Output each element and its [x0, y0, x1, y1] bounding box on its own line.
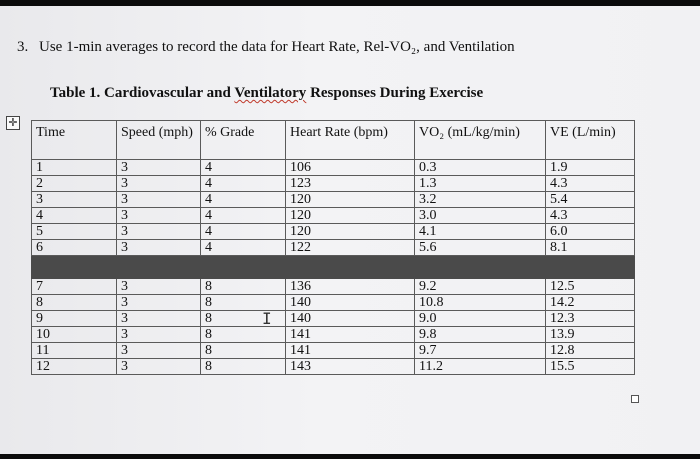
cell-ve[interactable]: 6.0	[546, 224, 635, 240]
separator-cell	[546, 256, 635, 279]
cell-speed[interactable]: 3	[117, 295, 201, 311]
cell-time[interactable]: 10	[32, 327, 117, 343]
cell-heart-rate[interactable]: 136	[286, 279, 415, 295]
table-row	[32, 311, 635, 327]
cell-grade[interactable]: 8	[201, 311, 286, 327]
separator-cell	[415, 256, 546, 279]
cell-heart-rate[interactable]: 140	[286, 311, 415, 327]
cell-speed[interactable]: 3	[117, 160, 201, 176]
table-row	[32, 295, 635, 311]
cell-grade[interactable]: 8	[201, 359, 286, 375]
cell-time[interactable]: 12	[32, 359, 117, 375]
cell-vo2[interactable]: 3.0	[415, 208, 546, 224]
cell-grade[interactable]: 8	[201, 343, 286, 359]
cell-time[interactable]: 5	[32, 224, 117, 240]
table-title-prefix: Table 1. Cardiovascular and	[50, 85, 235, 101]
instruction-line	[17, 39, 515, 56]
instruction-number: 3.	[17, 39, 29, 55]
cell-time[interactable]: 11	[32, 343, 117, 359]
cell-vo2[interactable]: 11.2	[415, 359, 546, 375]
cell-speed[interactable]: 3	[117, 176, 201, 192]
table-row	[32, 279, 635, 295]
cell-ve[interactable]: 12.5	[546, 279, 635, 295]
cell-grade[interactable]: 4	[201, 160, 286, 176]
cell-speed[interactable]: 3	[117, 279, 201, 295]
separator-cell	[32, 256, 117, 279]
cell-heart-rate[interactable]: 143	[286, 359, 415, 375]
header-time[interactable]: Time	[32, 121, 117, 160]
cell-vo2[interactable]: 3.2	[415, 192, 546, 208]
table-move-handle-icon[interactable]: ✛	[6, 116, 20, 130]
cell-grade[interactable]: 4	[201, 192, 286, 208]
cell-speed[interactable]: 3	[117, 327, 201, 343]
cell-ve[interactable]: 4.3	[546, 208, 635, 224]
cell-time[interactable]: 2	[32, 176, 117, 192]
header-speed[interactable]: Speed (mph)	[117, 121, 201, 160]
header-heart-rate[interactable]: Heart Rate (bpm)	[286, 121, 415, 160]
cell-grade[interactable]: 4	[201, 240, 286, 256]
table-row	[32, 208, 635, 224]
table-row	[32, 359, 635, 375]
cell-ve[interactable]: 12.3	[546, 311, 635, 327]
cell-ve[interactable]: 5.4	[546, 192, 635, 208]
cell-ve[interactable]: 14.2	[546, 295, 635, 311]
text-cursor-icon: I	[262, 309, 272, 328]
cell-vo2[interactable]: 4.1	[415, 224, 546, 240]
table-header-row	[32, 121, 635, 160]
cell-vo2[interactable]: 9.0	[415, 311, 546, 327]
table-title	[50, 85, 483, 102]
cell-ve[interactable]: 1.9	[546, 160, 635, 176]
cell-heart-rate[interactable]: 106	[286, 160, 415, 176]
cell-vo2[interactable]: 9.2	[415, 279, 546, 295]
table-title-misspelled-word[interactable]: Ventilatory	[234, 85, 307, 101]
table-row	[32, 240, 635, 256]
cell-heart-rate[interactable]: 141	[286, 327, 415, 343]
cell-grade[interactable]: 4	[201, 224, 286, 240]
table-title-suffix: Responses During Exercise	[306, 85, 484, 101]
cell-heart-rate[interactable]: 141	[286, 343, 415, 359]
table-row	[32, 160, 635, 176]
cell-vo2[interactable]: 10.8	[415, 295, 546, 311]
cell-ve[interactable]: 8.1	[546, 240, 635, 256]
header-ve[interactable]: VE (L/min)	[546, 121, 635, 160]
separator-row	[32, 256, 635, 279]
cell-grade[interactable]: 8	[201, 327, 286, 343]
cell-time[interactable]: 7	[32, 279, 117, 295]
separator-cell	[117, 256, 201, 279]
separator-cell	[286, 256, 415, 279]
table-row	[32, 192, 635, 208]
cell-heart-rate[interactable]: 122	[286, 240, 415, 256]
cell-grade[interactable]: 8	[201, 295, 286, 311]
separator-cell	[201, 256, 286, 279]
cell-speed[interactable]: 3	[117, 192, 201, 208]
cell-vo2[interactable]: 1.3	[415, 176, 546, 192]
cell-vo2[interactable]: 9.8	[415, 327, 546, 343]
cell-vo2[interactable]: 5.6	[415, 240, 546, 256]
cell-time[interactable]: 6	[32, 240, 117, 256]
table-row	[32, 176, 635, 192]
cell-time[interactable]: 4	[32, 208, 117, 224]
header-grade[interactable]: % Grade	[201, 121, 286, 160]
cell-ve[interactable]: 12.8	[546, 343, 635, 359]
table-row	[32, 343, 635, 359]
cell-speed[interactable]: 3	[117, 359, 201, 375]
cell-speed[interactable]: 3	[117, 240, 201, 256]
cell-ve[interactable]: 4.3	[546, 176, 635, 192]
table-row	[32, 327, 635, 343]
header-vo2[interactable]: VO₂ (mL/kg/min)	[415, 121, 546, 160]
cell-speed[interactable]: 3	[117, 311, 201, 327]
cell-time[interactable]: 3	[32, 192, 117, 208]
cell-ve[interactable]: 13.9	[546, 327, 635, 343]
cell-grade[interactable]: 4	[201, 208, 286, 224]
cell-time[interactable]: 8	[32, 295, 117, 311]
cell-heart-rate[interactable]: 123	[286, 176, 415, 192]
cell-grade[interactable]: 8	[201, 279, 286, 295]
cell-vo2[interactable]: 0.3	[415, 160, 546, 176]
cell-time[interactable]: 1	[32, 160, 117, 176]
data-table[interactable]	[31, 120, 635, 375]
cell-grade[interactable]: 4	[201, 176, 286, 192]
cell-time[interactable]: 9	[32, 311, 117, 327]
cell-speed[interactable]: 3	[117, 208, 201, 224]
cell-vo2[interactable]: 9.7	[415, 343, 546, 359]
cell-speed[interactable]: 3	[117, 343, 201, 359]
cell-ve[interactable]: 15.5	[546, 359, 635, 375]
table-row	[32, 224, 635, 240]
instruction-text: Use 1-min averages to record the data for Heart Rate, Rel-VO₂, and Ventilation	[39, 39, 515, 55]
cell-heart-rate[interactable]: 140	[286, 295, 415, 311]
table-resize-handle-icon[interactable]	[631, 395, 639, 403]
cell-heart-rate[interactable]: 120	[286, 192, 415, 208]
cell-speed[interactable]: 3	[117, 224, 201, 240]
cell-heart-rate[interactable]: 120	[286, 208, 415, 224]
cell-heart-rate[interactable]: 120	[286, 224, 415, 240]
